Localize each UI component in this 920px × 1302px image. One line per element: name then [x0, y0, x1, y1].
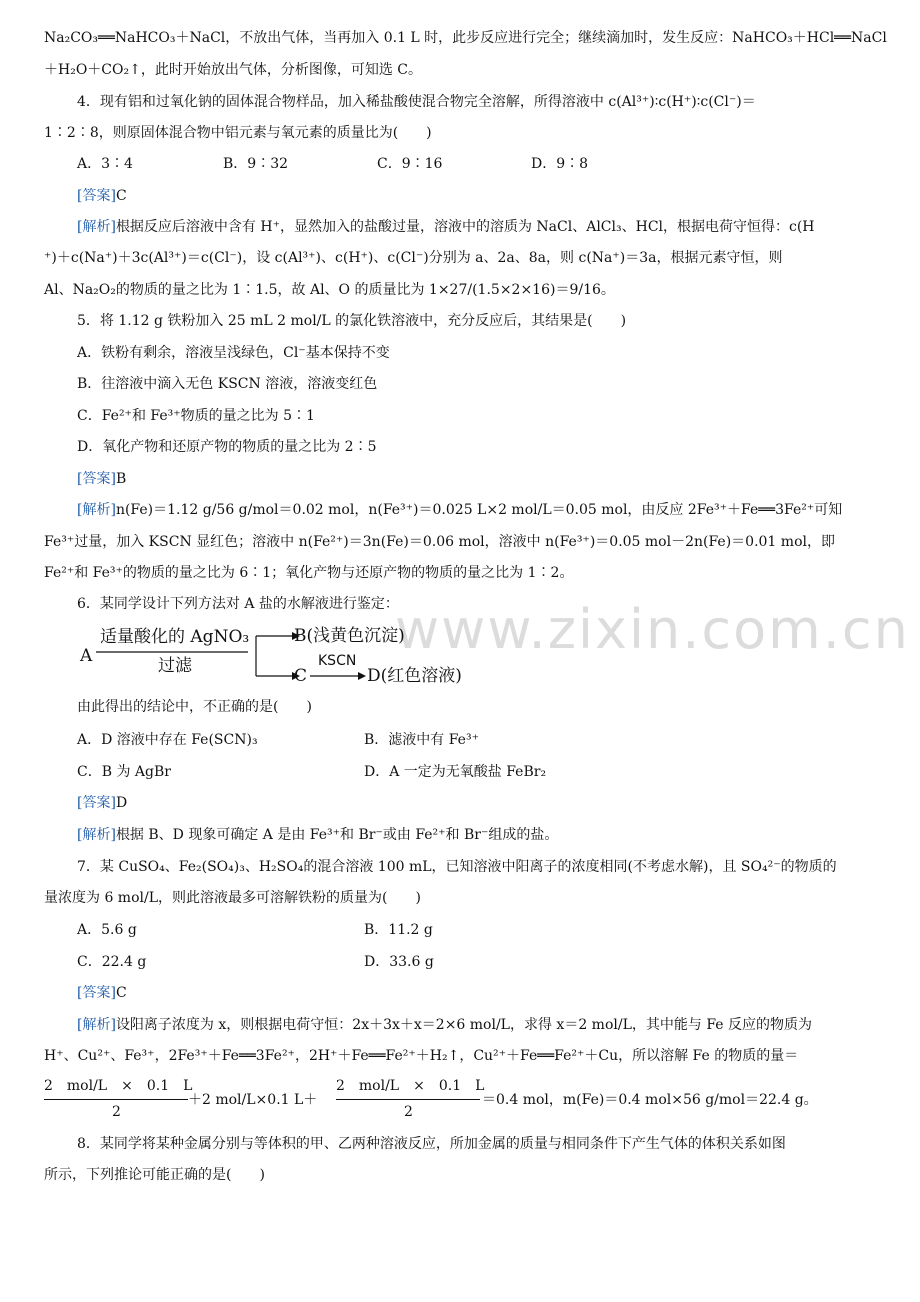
fraction-2-bar — [336, 1099, 480, 1100]
fraction-2-denominator: 2 — [404, 1104, 413, 1120]
q5-analysis-line-2: Fe³⁺过量，加入 KSCN 显红色；溶液中 n(Fe²⁺)＝3n(Fe)＝0.06 mol，溶液中 n(Fe³⁺)＝0.05 mol－2n(Fe)＝0.01 mol，即 — [44, 534, 835, 550]
q5-option-d: D．氧化产物和还原产物的物质的量之比为 2∶5 — [77, 439, 377, 455]
fraction-1-numerator: 2 mol/L × 0.1 L — [44, 1078, 193, 1094]
q6-stem: 6．某同学设计下列方法对 A 盐的水解液进行鉴定： — [77, 596, 399, 612]
answer-value: B — [115, 471, 127, 487]
q4-option-c: C．9∶16 — [377, 156, 443, 172]
q7-answer — [77, 983, 894, 1003]
q4-stem-line-2: 1∶2∶8，则原固体混合物中铝元素与氧元素的质量比为( ) — [44, 125, 432, 141]
q8-stem-line-1: 8．某同学将某种金属分别与等体积的甲、乙两种溶液反应，所加金属的质量与相同条件下产生气体的体积关系如图 — [77, 1136, 786, 1152]
q6-option-c: C．B 为 AgBr — [77, 764, 171, 780]
answer-tag: [答案] — [77, 985, 116, 1001]
q6-analysis — [77, 825, 894, 845]
answer-value: D — [115, 795, 128, 811]
analysis-text: 设阳离子浓度为 x，则根据电荷守恒：2x＋3x＋x＝2×6 mol/L，求得 x＝2 mol/L，其中能与 Fe 反应的物质为 — [115, 1017, 813, 1033]
q7-option-b: B．11.2 g — [364, 922, 433, 938]
q7-stem-line-2: 量浓度为 6 mol/L，则此溶液最多可溶解铁粉的质量为( ) — [44, 890, 421, 906]
q4-analysis-line-1 — [77, 217, 894, 237]
q6-option-b: B．滤液中有 Fe³⁺ — [364, 732, 479, 748]
q7-option-d: D．33.6 g — [364, 954, 434, 970]
q4-option-a: A．3∶4 — [77, 156, 133, 172]
q4-analysis-line-3: Al、Na₂O₂的物质的量之比为 1∶1.5，故 Al、O 的质量比为 1×27/(1.5×2×16)＝9/16。 — [44, 282, 615, 298]
q4-analysis-line-2: ⁺)＋c(Na⁺)＋3c(Al³⁺)＝c(Cl⁻)，设 c(Al³⁺)、c(H⁺)、c(Cl⁻)分别为 a、2a、8a，则 c(Na⁺)＝3a，根据元素守恒，则 — [44, 250, 783, 266]
answer-value: C — [115, 188, 127, 204]
q6-question: 由此得出的结论中，不正确的是( ) — [77, 699, 312, 715]
q8-stem-line-2: 所示，下列推论可能正确的是( ) — [44, 1167, 265, 1183]
q5-option-a: A．铁粉有剩余，溶液呈浅绿色，Cl⁻基本保持不变 — [77, 345, 390, 361]
answer-tag: [答案] — [77, 795, 116, 811]
diagram-product-c: C — [294, 666, 308, 686]
fraction-1-denominator: 2 — [112, 1104, 121, 1120]
q6-option-d: D．A 一定为无氧酸盐 FeBr₂ — [364, 764, 547, 780]
diagram-kscn-arrow — [308, 670, 368, 684]
analysis-tag: [解析] — [77, 1017, 116, 1033]
analysis-tag: [解析] — [77, 827, 116, 843]
answer-value: C — [115, 985, 127, 1001]
q7-stem-line-1: 7．某 CuSO₄、Fe₂(SO₄)₃、H₂SO₄的混合溶液 100 mL，已知溶液中阳离子的浓度相同(不考虑水解)，且 SO₄²⁻的物质的 — [77, 859, 837, 875]
fraction-tail-text: ＝0.4 mol，m(Fe)＝0.4 mol×56 g/mol＝22.4 g。 — [482, 1092, 818, 1108]
q5-analysis-line-3: Fe²⁺和 Fe³⁺的物质的量之比为 6∶1；氧化产物与还原产物的物质的量之比为 1∶2。 — [44, 565, 574, 581]
analysis-text: 根据 B、D 现象可确定 A 是由 Fe³⁺和 Br⁻或由 Fe²⁺和 Br⁻组成的盐。 — [115, 827, 559, 843]
analysis-text: n(Fe)＝1.12 g/56 g/mol＝0.02 mol，n(Fe³⁺)＝0.025 L×2 mol/L＝0.05 mol，由反应 2Fe³⁺＋Fe══3Fe²⁺可知 — [115, 502, 843, 518]
fraction-2-numerator: 2 mol/L × 0.1 L — [336, 1078, 485, 1094]
fraction-1-bar — [44, 1099, 188, 1100]
q5-answer — [77, 469, 894, 489]
answer-tag: [答案] — [77, 471, 116, 487]
answer-tag: [答案] — [77, 188, 116, 204]
q4-stem-line-1: 4．现有铝和过氧化钠的固体混合物样品，加入稀盐酸使混合物完全溶解，所得溶液中 c(Al³⁺)∶c(H⁺)∶c(Cl⁻)＝ — [77, 94, 756, 110]
q5-analysis-line-1 — [77, 500, 894, 520]
q3-analysis-line-1: Na₂CO₃══NaHCO₃＋NaCl，不放出气体，当再加入 0.1 L 时，此步反应进行完全；继续滴加时，发生反应：NaHCO₃＋HCl══NaCl — [44, 30, 887, 46]
q7-option-c: C．22.4 g — [77, 954, 147, 970]
q7-option-a: A．5.6 g — [77, 922, 137, 938]
diagram-reagent-top: 适量酸化的 AgNO₃ — [100, 627, 250, 647]
q5-option-b: B．往溶液中滴入无色 KSCN 溶液，溶液变红色 — [77, 376, 378, 392]
fraction-middle-text: ＋2 mol/L×0.1 L＋ — [188, 1092, 318, 1108]
analysis-tag: [解析] — [77, 219, 116, 235]
q7-analysis-line-2: H⁺、Cu²⁺、Fe³⁺，2Fe³⁺＋Fe══3Fe²⁺，2H⁺＋Fe══Fe²⁺＋H₂↑，Cu²⁺＋Fe══Fe²⁺＋Cu，所以溶解 Fe 的物质的量＝ — [44, 1048, 799, 1064]
diagram-start-a: A — [80, 646, 93, 666]
analysis-tag: [解析] — [77, 502, 116, 518]
analysis-text: 根据反应后溶液中含有 H⁺，显然加入的盐酸过量，溶液中的溶质为 NaCl、AlCl₃、HCl，根据电荷守恒得：c(H — [115, 219, 815, 235]
q5-option-c: C．Fe²⁺和 Fe³⁺物质的量之比为 5∶1 — [77, 408, 315, 424]
q4-option-b: B．9∶32 — [223, 156, 289, 172]
q7-analysis-line-1 — [77, 1015, 894, 1035]
diagram-product-b: B(浅黄色沉淀) — [294, 626, 405, 646]
q3-analysis-line-2: ＋H₂O＋CO₂↑，此时开始放出气体，分析图像，可知选 C。 — [44, 62, 422, 78]
watermark: www.zixin.com.cn — [395, 598, 910, 661]
diagram-arrows — [96, 624, 306, 688]
q5-stem: 5．将 1.12 g 铁粉加入 25 mL 2 mol/L 的氯化铁溶液中，充分反应后，其结果是( ) — [77, 313, 627, 329]
q4-answer — [77, 186, 894, 206]
diagram-reagent-bottom: 过滤 — [158, 656, 192, 676]
diagram-product-d: D(红色溶液) — [367, 666, 462, 686]
q6-answer — [77, 793, 894, 813]
q4-option-d: D．9∶8 — [531, 156, 589, 172]
q6-option-a: A．D 溶液中存在 Fe(SCN)₃ — [77, 732, 258, 748]
diagram-kscn: KSCN — [318, 653, 357, 669]
